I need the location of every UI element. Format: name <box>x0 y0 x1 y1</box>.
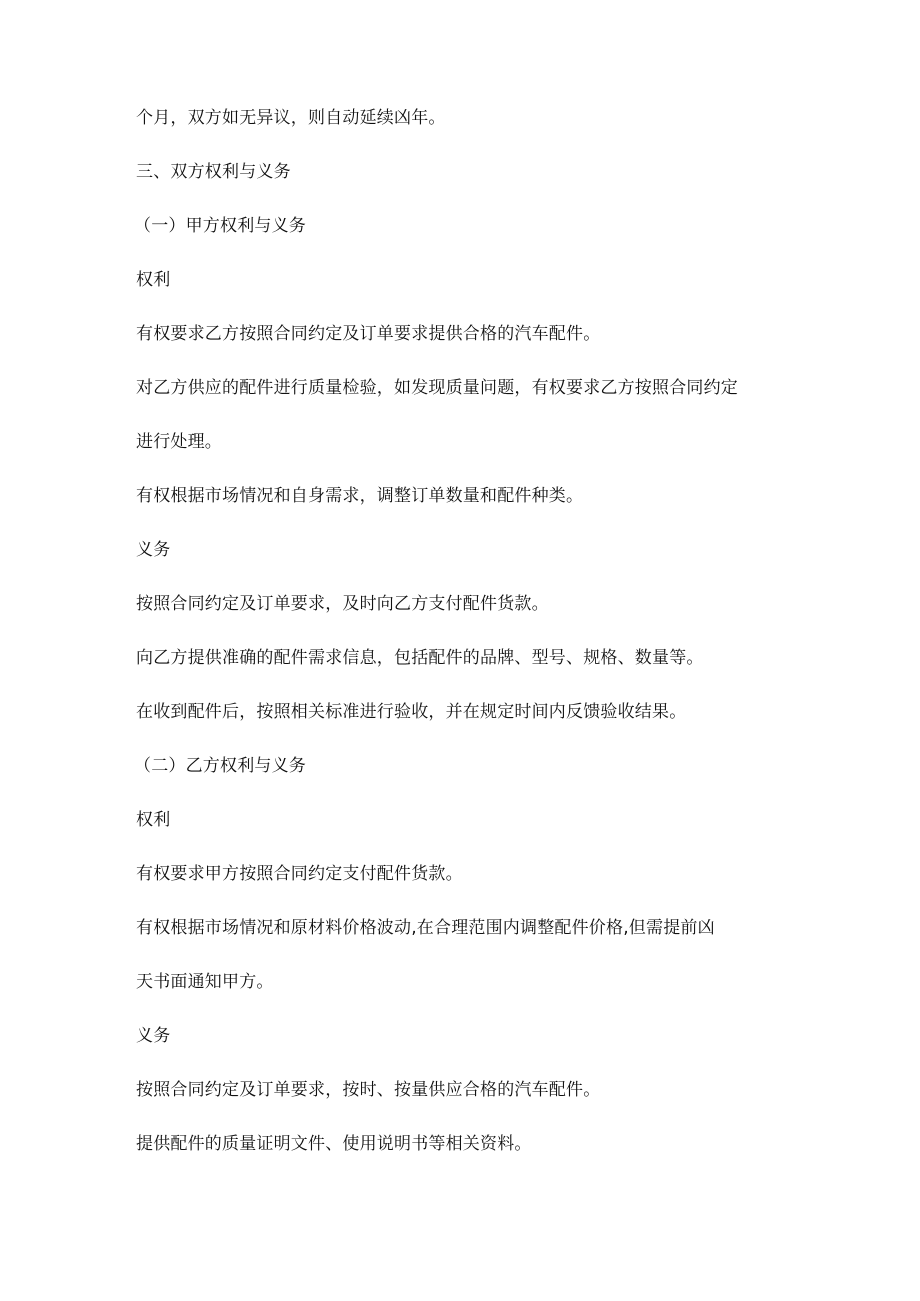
paragraph-a-obligation-1: 按照合同约定及订单要求，及时向乙方支付配件货款。 <box>136 594 549 614</box>
paragraph-a-right-2-cont: 进行处理。 <box>136 432 222 452</box>
label-rights-party-b: 权利 <box>136 810 171 830</box>
paragraph-a-right-1: 有权要求乙方按照合同约定及订单要求提供合格的汽车配件。 <box>136 324 601 344</box>
paragraph-a-obligation-2: 向乙方提供准确的配件需求信息，包括配件的品牌、型号、规格、数量等。 <box>136 648 704 668</box>
label-obligations-party-b: 义务 <box>136 1026 171 1046</box>
label-obligations-party-a: 义务 <box>136 540 171 560</box>
paragraph-a-right-3: 有权根据市场情况和自身需求，调整订单数量和配件种类。 <box>136 486 584 506</box>
subheading-party-a: （一）甲方权利与义务 <box>134 216 306 236</box>
paragraph-b-right-2-cont: 天书面通知甲方。 <box>136 972 274 992</box>
subheading-party-b: （二）乙方权利与义务 <box>134 756 306 776</box>
paragraph-term-continuation: 个月，双方如无异议，则自动延续凶年。 <box>136 108 446 128</box>
section-heading-rights-obligations: 三、双方权利与义务 <box>136 162 291 182</box>
paragraph-b-right-1: 有权要求甲方按照合同约定支付配件货款。 <box>136 864 463 884</box>
label-rights-party-a: 权利 <box>136 270 171 290</box>
paragraph-b-right-2: 有权根据市场情况和原材料价格波动,在合理范围内调整配件价格,但需提前凶 <box>136 918 715 938</box>
paragraph-b-obligation-2: 提供配件的质量证明文件、使用说明书等相关资料。 <box>136 1134 532 1154</box>
paragraph-a-right-2: 对乙方供应的配件进行质量检验，如发现质量问题，有权要求乙方按照合同约定 <box>136 378 738 398</box>
paragraph-b-obligation-1: 按照合同约定及订单要求，按时、按量供应合格的汽车配件。 <box>136 1080 601 1100</box>
paragraph-a-obligation-3: 在收到配件后，按照相关标准进行验收，并在规定时间内反馈验收结果。 <box>136 702 687 722</box>
